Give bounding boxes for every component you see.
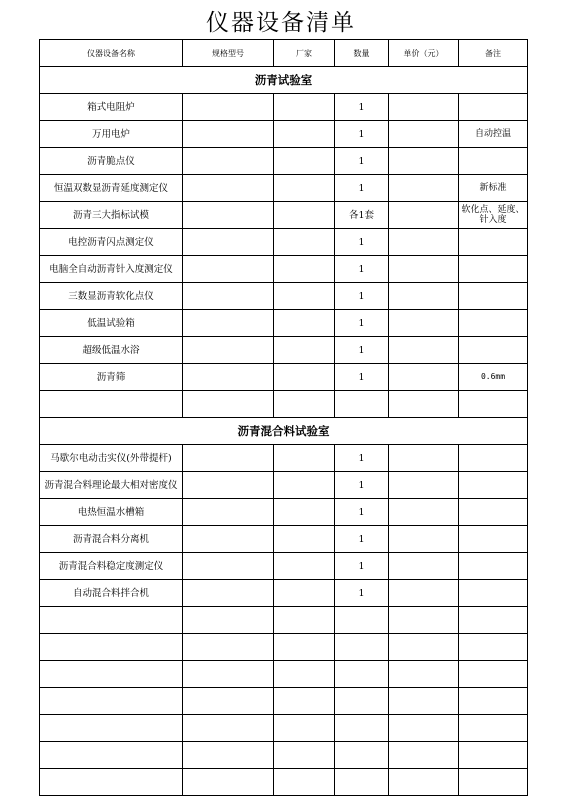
table-body xyxy=(40,67,528,796)
manufacturer-cell xyxy=(274,661,335,688)
table-row xyxy=(40,283,528,310)
remarks-cell xyxy=(459,283,528,310)
remarks-cell xyxy=(459,94,528,121)
unit-price-cell xyxy=(389,175,459,202)
equipment-name-cell xyxy=(40,661,183,688)
equipment-name-cell: 低温试验箱 xyxy=(40,310,183,337)
remarks-cell xyxy=(459,526,528,553)
manufacturer-cell xyxy=(274,526,335,553)
table-row xyxy=(40,688,528,715)
section-title: 沥青混合料试验室 xyxy=(40,418,528,445)
manufacturer-cell xyxy=(274,202,335,229)
table-row xyxy=(40,634,528,661)
unit-price-cell xyxy=(389,364,459,391)
manufacturer-cell xyxy=(274,769,335,796)
table-header-row xyxy=(40,40,528,67)
quantity-cell: 1 xyxy=(335,310,389,337)
unit-price-cell xyxy=(389,337,459,364)
quantity-cell: 1 xyxy=(335,94,389,121)
quantity-cell xyxy=(335,634,389,661)
model-cell xyxy=(183,661,274,688)
remarks-cell xyxy=(459,607,528,634)
table-row xyxy=(40,256,528,283)
manufacturer-cell xyxy=(274,121,335,148)
table-row xyxy=(40,742,528,769)
remarks-cell xyxy=(459,391,528,418)
model-cell xyxy=(183,229,274,256)
model-cell xyxy=(183,607,274,634)
quantity-cell: 1 xyxy=(335,283,389,310)
manufacturer-cell xyxy=(274,742,335,769)
page-title: 仪器设备清单 xyxy=(206,10,356,36)
unit-price-cell xyxy=(389,283,459,310)
remarks-cell xyxy=(459,337,528,364)
quantity-cell: 1 xyxy=(335,445,389,472)
equipment-table xyxy=(39,39,528,796)
equipment-name-cell xyxy=(40,607,183,634)
equipment-name-cell: 电脑全自动沥青针入度测定仪 xyxy=(40,256,183,283)
table-row xyxy=(40,526,528,553)
equipment-name-cell: 恒温双数显沥青延度测定仪 xyxy=(40,175,183,202)
model-cell xyxy=(183,499,274,526)
remarks-cell xyxy=(459,769,528,796)
quantity-cell: 1 xyxy=(335,175,389,202)
remarks-cell: 软化点、延度、针入度 xyxy=(459,202,528,229)
remarks-cell xyxy=(459,229,528,256)
table-row xyxy=(40,553,528,580)
remarks-cell: 新标准 xyxy=(459,175,528,202)
model-cell xyxy=(183,769,274,796)
manufacturer-cell xyxy=(274,310,335,337)
table-row xyxy=(40,148,528,175)
remarks-cell xyxy=(459,634,528,661)
quantity-cell xyxy=(335,607,389,634)
remarks-cell xyxy=(459,499,528,526)
manufacturer-cell xyxy=(274,553,335,580)
model-cell xyxy=(183,580,274,607)
model-cell xyxy=(183,634,274,661)
manufacturer-cell xyxy=(274,499,335,526)
model-cell xyxy=(183,364,274,391)
quantity-cell: 1 xyxy=(335,229,389,256)
unit-price-cell xyxy=(389,148,459,175)
table-row xyxy=(40,202,528,229)
model-cell xyxy=(183,526,274,553)
model-cell xyxy=(183,202,274,229)
header-model: 规格型号 xyxy=(183,40,274,67)
remarks-cell xyxy=(459,661,528,688)
model-cell xyxy=(183,553,274,580)
unit-price-cell xyxy=(389,121,459,148)
quantity-cell xyxy=(335,769,389,796)
equipment-name-cell: 三数显沥青软化点仪 xyxy=(40,283,183,310)
manufacturer-cell xyxy=(274,256,335,283)
quantity-cell xyxy=(335,688,389,715)
equipment-name-cell xyxy=(40,769,183,796)
quantity-cell: 1 xyxy=(335,337,389,364)
unit-price-cell xyxy=(389,445,459,472)
unit-price-cell xyxy=(389,553,459,580)
table-row xyxy=(40,121,528,148)
quantity-cell: 1 xyxy=(335,526,389,553)
unit-price-cell xyxy=(389,229,459,256)
table-row xyxy=(40,445,528,472)
manufacturer-cell xyxy=(274,715,335,742)
model-cell xyxy=(183,742,274,769)
equipment-name-cell: 箱式电阻炉 xyxy=(40,94,183,121)
manufacturer-cell xyxy=(274,472,335,499)
header-unit-price: 单价（元） xyxy=(389,40,459,67)
table-row xyxy=(40,229,528,256)
model-cell xyxy=(183,283,274,310)
equipment-name-cell xyxy=(40,634,183,661)
section-title: 沥青试验室 xyxy=(40,67,528,94)
remarks-cell: 0.6mm xyxy=(459,364,528,391)
manufacturer-cell xyxy=(274,391,335,418)
remarks-cell xyxy=(459,472,528,499)
unit-price-cell xyxy=(389,472,459,499)
header-remarks: 备注 xyxy=(459,40,528,67)
equipment-name-cell: 万用电炉 xyxy=(40,121,183,148)
model-cell xyxy=(183,310,274,337)
quantity-cell: 1 xyxy=(335,364,389,391)
table-row xyxy=(40,472,528,499)
remarks-cell xyxy=(459,256,528,283)
equipment-name-cell: 电控沥青闪点测定仪 xyxy=(40,229,183,256)
unit-price-cell xyxy=(389,715,459,742)
table-row xyxy=(40,715,528,742)
model-cell xyxy=(183,94,274,121)
remarks-cell xyxy=(459,553,528,580)
remarks-cell xyxy=(459,310,528,337)
model-cell xyxy=(183,121,274,148)
equipment-name-cell: 沥青混合料理论最大相对密度仪 xyxy=(40,472,183,499)
equipment-name-cell xyxy=(40,715,183,742)
quantity-cell: 1 xyxy=(335,553,389,580)
model-cell xyxy=(183,445,274,472)
equipment-name-cell: 马歇尔电动击实仪(外带提杆) xyxy=(40,445,183,472)
manufacturer-cell xyxy=(274,688,335,715)
table-row xyxy=(40,607,528,634)
manufacturer-cell xyxy=(274,580,335,607)
unit-price-cell xyxy=(389,256,459,283)
equipment-name-cell xyxy=(40,391,183,418)
table-row xyxy=(40,391,528,418)
model-cell xyxy=(183,472,274,499)
unit-price-cell xyxy=(389,688,459,715)
equipment-name-cell: 沥青脆点仪 xyxy=(40,148,183,175)
model-cell xyxy=(183,688,274,715)
table-row xyxy=(40,310,528,337)
equipment-name-cell xyxy=(40,742,183,769)
quantity-cell xyxy=(335,715,389,742)
table-row xyxy=(40,175,528,202)
model-cell xyxy=(183,715,274,742)
quantity-cell: 1 xyxy=(335,580,389,607)
quantity-cell: 1 xyxy=(335,472,389,499)
model-cell xyxy=(183,337,274,364)
quantity-cell: 各1套 xyxy=(335,202,389,229)
manufacturer-cell xyxy=(274,445,335,472)
equipment-name-cell: 超级低温水浴 xyxy=(40,337,183,364)
table-row xyxy=(40,499,528,526)
model-cell xyxy=(183,391,274,418)
section-header-row xyxy=(40,418,528,445)
equipment-name-cell: 电热恒温水槽箱 xyxy=(40,499,183,526)
equipment-name-cell: 沥青三大指标试模 xyxy=(40,202,183,229)
manufacturer-cell xyxy=(274,607,335,634)
remarks-cell xyxy=(459,715,528,742)
manufacturer-cell xyxy=(274,283,335,310)
remarks-cell xyxy=(459,688,528,715)
unit-price-cell xyxy=(389,202,459,229)
equipment-name-cell: 沥青混合料分离机 xyxy=(40,526,183,553)
unit-price-cell xyxy=(389,310,459,337)
quantity-cell xyxy=(335,742,389,769)
section-header-row xyxy=(40,67,528,94)
equipment-name-cell: 自动混合料拌合机 xyxy=(40,580,183,607)
manufacturer-cell xyxy=(274,94,335,121)
manufacturer-cell xyxy=(274,175,335,202)
unit-price-cell xyxy=(389,769,459,796)
quantity-cell: 1 xyxy=(335,148,389,175)
header-name: 仪器设备名称 xyxy=(40,40,183,67)
header-quantity: 数量 xyxy=(335,40,389,67)
remarks-cell xyxy=(459,148,528,175)
remarks-cell: 自动控温 xyxy=(459,121,528,148)
remarks-cell xyxy=(459,742,528,769)
manufacturer-cell xyxy=(274,148,335,175)
model-cell xyxy=(183,175,274,202)
table-row xyxy=(40,94,528,121)
unit-price-cell xyxy=(389,391,459,418)
equipment-name-cell: 沥青筛 xyxy=(40,364,183,391)
table-row xyxy=(40,364,528,391)
table-row xyxy=(40,769,528,796)
model-cell xyxy=(183,148,274,175)
header-manufacturer: 厂家 xyxy=(274,40,335,67)
quantity-cell xyxy=(335,391,389,418)
unit-price-cell xyxy=(389,499,459,526)
quantity-cell xyxy=(335,661,389,688)
quantity-cell: 1 xyxy=(335,499,389,526)
table-row xyxy=(40,661,528,688)
unit-price-cell xyxy=(389,742,459,769)
equipment-name-cell xyxy=(40,688,183,715)
manufacturer-cell xyxy=(274,364,335,391)
unit-price-cell xyxy=(389,661,459,688)
manufacturer-cell xyxy=(274,634,335,661)
remarks-cell xyxy=(459,445,528,472)
table-row xyxy=(40,337,528,364)
unit-price-cell xyxy=(389,94,459,121)
unit-price-cell xyxy=(389,634,459,661)
unit-price-cell xyxy=(389,607,459,634)
unit-price-cell xyxy=(389,580,459,607)
quantity-cell: 1 xyxy=(335,256,389,283)
model-cell xyxy=(183,256,274,283)
unit-price-cell xyxy=(389,526,459,553)
remarks-cell xyxy=(459,580,528,607)
quantity-cell: 1 xyxy=(335,121,389,148)
manufacturer-cell xyxy=(274,229,335,256)
manufacturer-cell xyxy=(274,337,335,364)
equipment-name-cell: 沥青混合料稳定度测定仪 xyxy=(40,553,183,580)
table-row xyxy=(40,580,528,607)
